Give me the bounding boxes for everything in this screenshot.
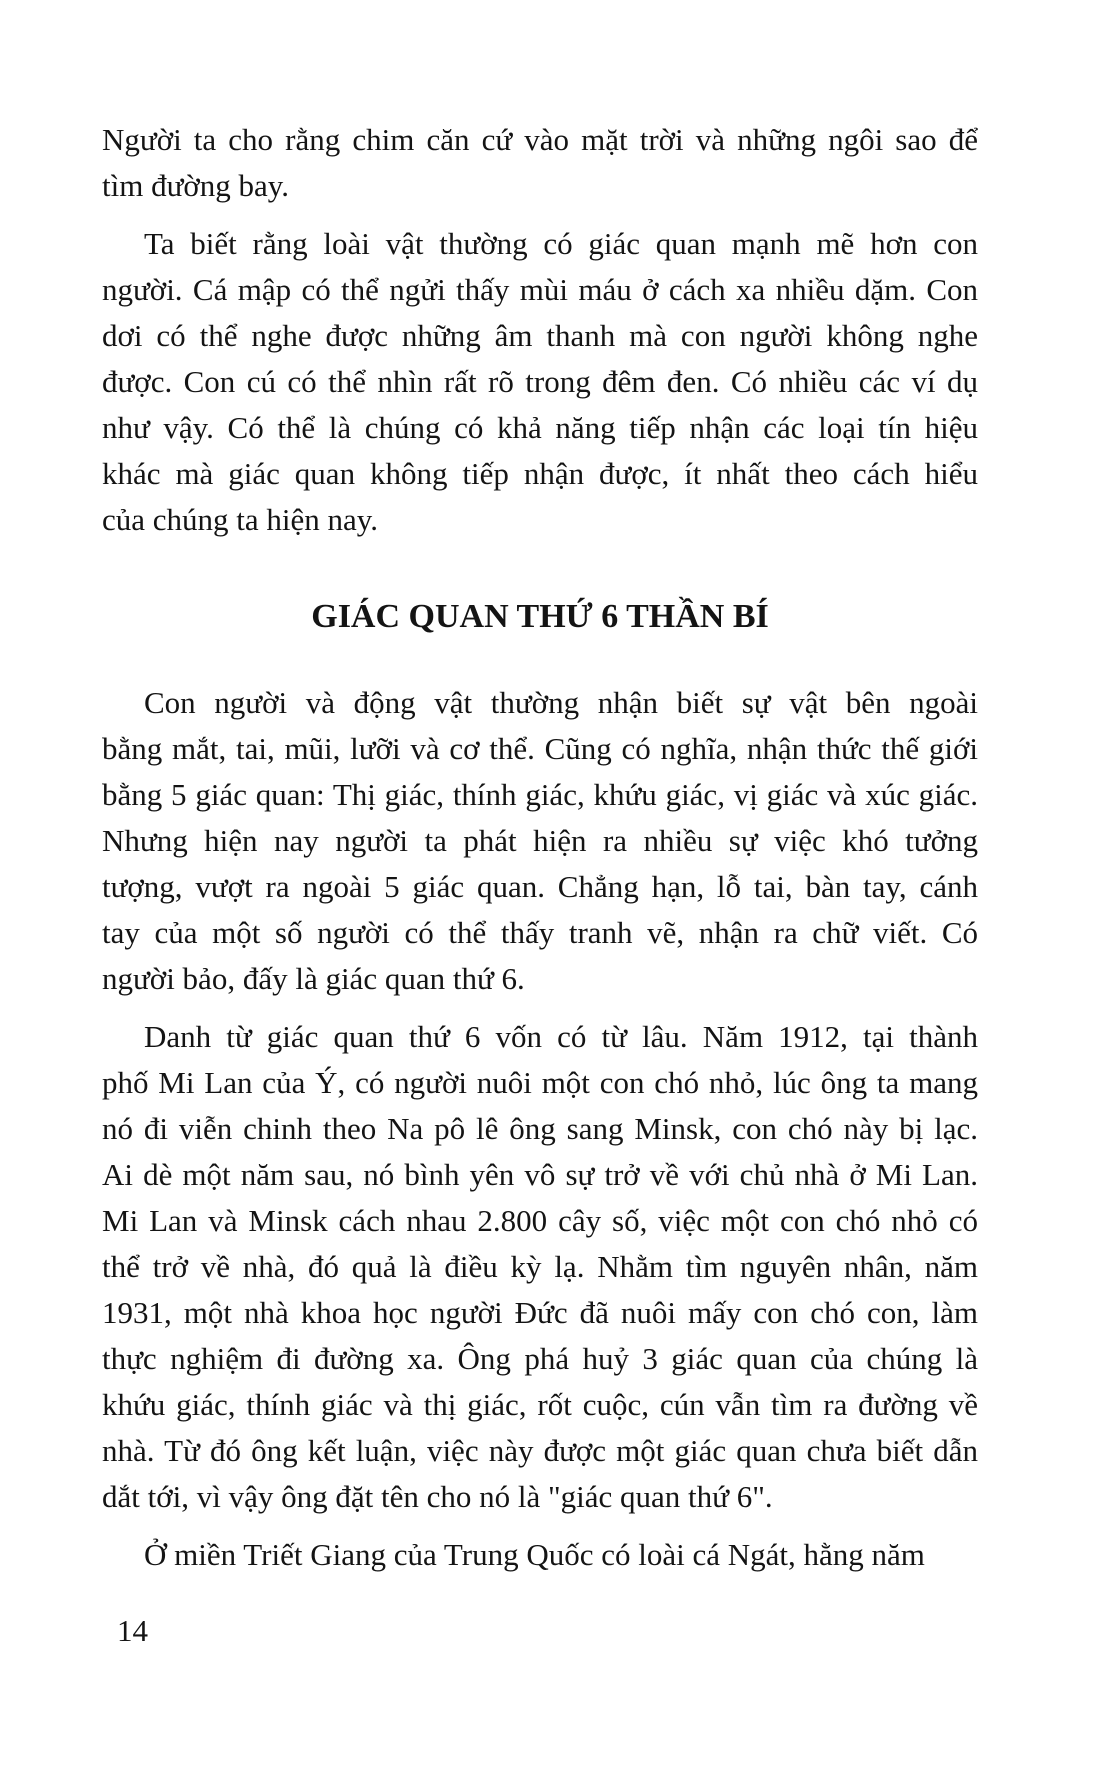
text-line: Con người và động vật thường nhận biết sự vật bên ngoài xyxy=(144,685,978,720)
text-line: Nhưng hiện nay người ta phát hiện ra nhiều sự việc khó tưởng xyxy=(102,823,978,858)
text-line: tượng, vượt ra ngoài 5 giác quan. Chẳng hạn, lỗ tai, bàn tay, cánh xyxy=(102,869,978,904)
text-line: nhà. Từ đó ông kết luận, việc này được một giác quan chưa biết dẫn xyxy=(102,1433,978,1468)
text-line: khác mà giác quan không tiếp nhận được, ít nhất theo cách hiểu xyxy=(102,456,978,491)
text-line: Mi Lan và Minsk cách nhau 2.800 cây số, việc một con chó nhỏ có xyxy=(102,1203,978,1238)
text-line: người bảo, đấy là giác quan thứ 6. xyxy=(102,961,525,996)
text-line: Ở miền Triết Giang của Trung Quốc có loài cá Ngát, hằng năm xyxy=(144,1537,925,1572)
page-number: 14 xyxy=(117,1613,148,1648)
text-line: dơi có thể nghe được những âm thanh mà con người không nghe xyxy=(102,318,978,353)
text-line: 1931, một nhà khoa học người Đức đã nuôi mấy con chó con, làm xyxy=(102,1295,978,1330)
paragraph xyxy=(102,680,978,1002)
text-line: nó đi viễn chinh theo Na pô lê ông sang Minsk, con chó này bị lạc. xyxy=(102,1111,978,1146)
text-line: tay của một số người có thể thấy tranh vẽ, nhận ra chữ viết. Có xyxy=(102,915,978,950)
paragraph xyxy=(102,1532,978,1578)
text-line: phố Mi Lan của Ý, có người nuôi một con chó nhỏ, lúc ông ta mang xyxy=(102,1065,978,1100)
text-line: bằng mắt, tai, mũi, lưỡi và cơ thể. Cũng có nghĩa, nhận thức thế giới xyxy=(102,731,978,766)
text-line: tìm đường bay. xyxy=(102,168,290,203)
section-heading: GIÁC QUAN THỨ 6 THẦN BÍ xyxy=(311,598,769,635)
text-line: thực nghiệm đi đường xa. Ông phá huỷ 3 giác quan của chúng là xyxy=(102,1341,978,1376)
text-line: bằng 5 giác quan: Thị giác, thính giác, khứu giác, vị giác và xúc giác. xyxy=(102,777,978,812)
text-line: khứu giác, thính giác và thị giác, rốt cuộc, cún vẫn tìm ra đường về xyxy=(102,1387,978,1422)
text-line: như vậy. Có thể là chúng có khả năng tiếp nhận các loại tín hiệu xyxy=(102,410,978,445)
paragraph xyxy=(102,117,978,209)
paragraph xyxy=(102,221,978,543)
text-line: Người ta cho rằng chim căn cứ vào mặt trời và những ngôi sao để xyxy=(102,122,978,157)
paragraph xyxy=(102,1014,978,1520)
text-line: của chúng ta hiện nay. xyxy=(102,502,379,537)
text-line: người. Cá mập có thể ngửi thấy mùi máu ở cách xa nhiều dặm. Con xyxy=(102,272,978,307)
text-line: Ai dè một năm sau, nó bình yên vô sự trở về với chủ nhà ở Mi Lan. xyxy=(102,1157,978,1192)
text-line: thể trở về nhà, đó quả là điều kỳ lạ. Nhằm tìm nguyên nhân, năm xyxy=(102,1249,978,1284)
text-block xyxy=(102,117,978,1590)
text-line: Ta biết rằng loài vật thường có giác quan mạnh mẽ hơn con xyxy=(144,226,978,261)
text-line: dắt tới, vì vậy ông đặt tên cho nó là "giác quan thứ 6". xyxy=(102,1479,773,1514)
text-line: được. Con cú có thể nhìn rất rõ trong đêm đen. Có nhiều các ví dụ xyxy=(102,364,978,399)
text-line: Danh từ giác quan thứ 6 vốn có từ lâu. Năm 1912, tại thành xyxy=(144,1019,978,1054)
